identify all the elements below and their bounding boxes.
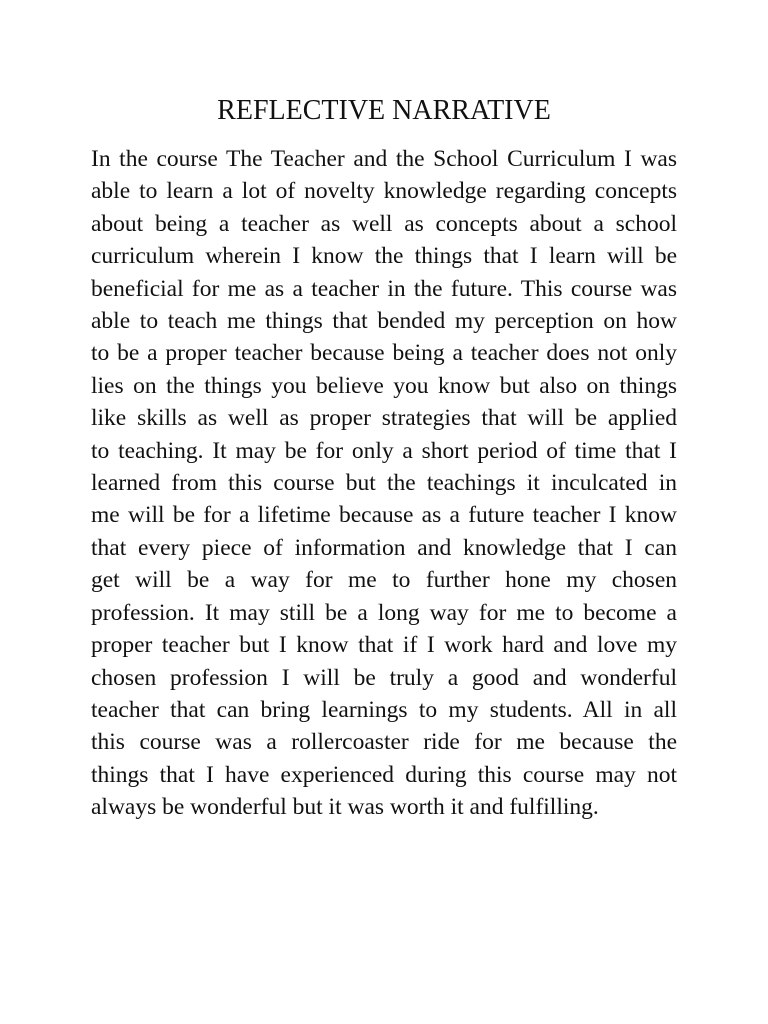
paragraph-line: proper teacher but I know that if I work hard and love my [91, 632, 677, 659]
paragraph-line: curriculum wherein I know the things that I learn will be [91, 243, 677, 270]
paragraph-line: me will be for a lifetime because as a future teacher I know [91, 502, 677, 529]
paragraph-line: profession. It may still be a long way for me to become a [91, 599, 677, 626]
paragraph-line: always be wonderful but it was worth it and fulfilling. [91, 794, 599, 821]
paragraph-line: this course was a rollercoaster ride for me because the [91, 729, 677, 756]
paragraph-line: lies on the things you believe you know but also on things [91, 372, 677, 399]
paragraph-line: get will be a way for me to further hone my chosen [91, 567, 677, 594]
paragraph-line: about being a teacher as well as concepts about a school [91, 210, 677, 237]
paragraph-line: chosen profession I will be truly a good and wonderful [91, 664, 677, 691]
paragraph-line: learned from this course but the teachings it inculcated in [91, 470, 677, 497]
paragraph-line: teacher that can bring learnings to my students. All in all [91, 696, 677, 723]
paragraph-line: able to learn a lot of novelty knowledge regarding concepts [91, 178, 677, 205]
document-title: REFLECTIVE NARRATIVE [217, 95, 551, 126]
paragraph-line: able to teach me things that bended my perception on how [91, 308, 677, 335]
paragraph-line: like skills as well as proper strategies that will be applied [91, 405, 677, 432]
paragraph-line: things that I have experienced during this course may not [91, 761, 677, 788]
paragraph-line: In the course The Teacher and the School Curriculum I was [91, 146, 677, 172]
paragraph-line: to be a proper teacher because being a teacher does not only [91, 340, 677, 367]
paragraph-line: beneficial for me as a teacher in the future. This course was [91, 275, 677, 302]
paragraph-line: that every piece of information and knowledge that I can [91, 534, 677, 561]
narrative-paragraph [91, 143, 677, 824]
paragraph-line: to teaching. It may be for only a short period of time that I [91, 437, 677, 464]
